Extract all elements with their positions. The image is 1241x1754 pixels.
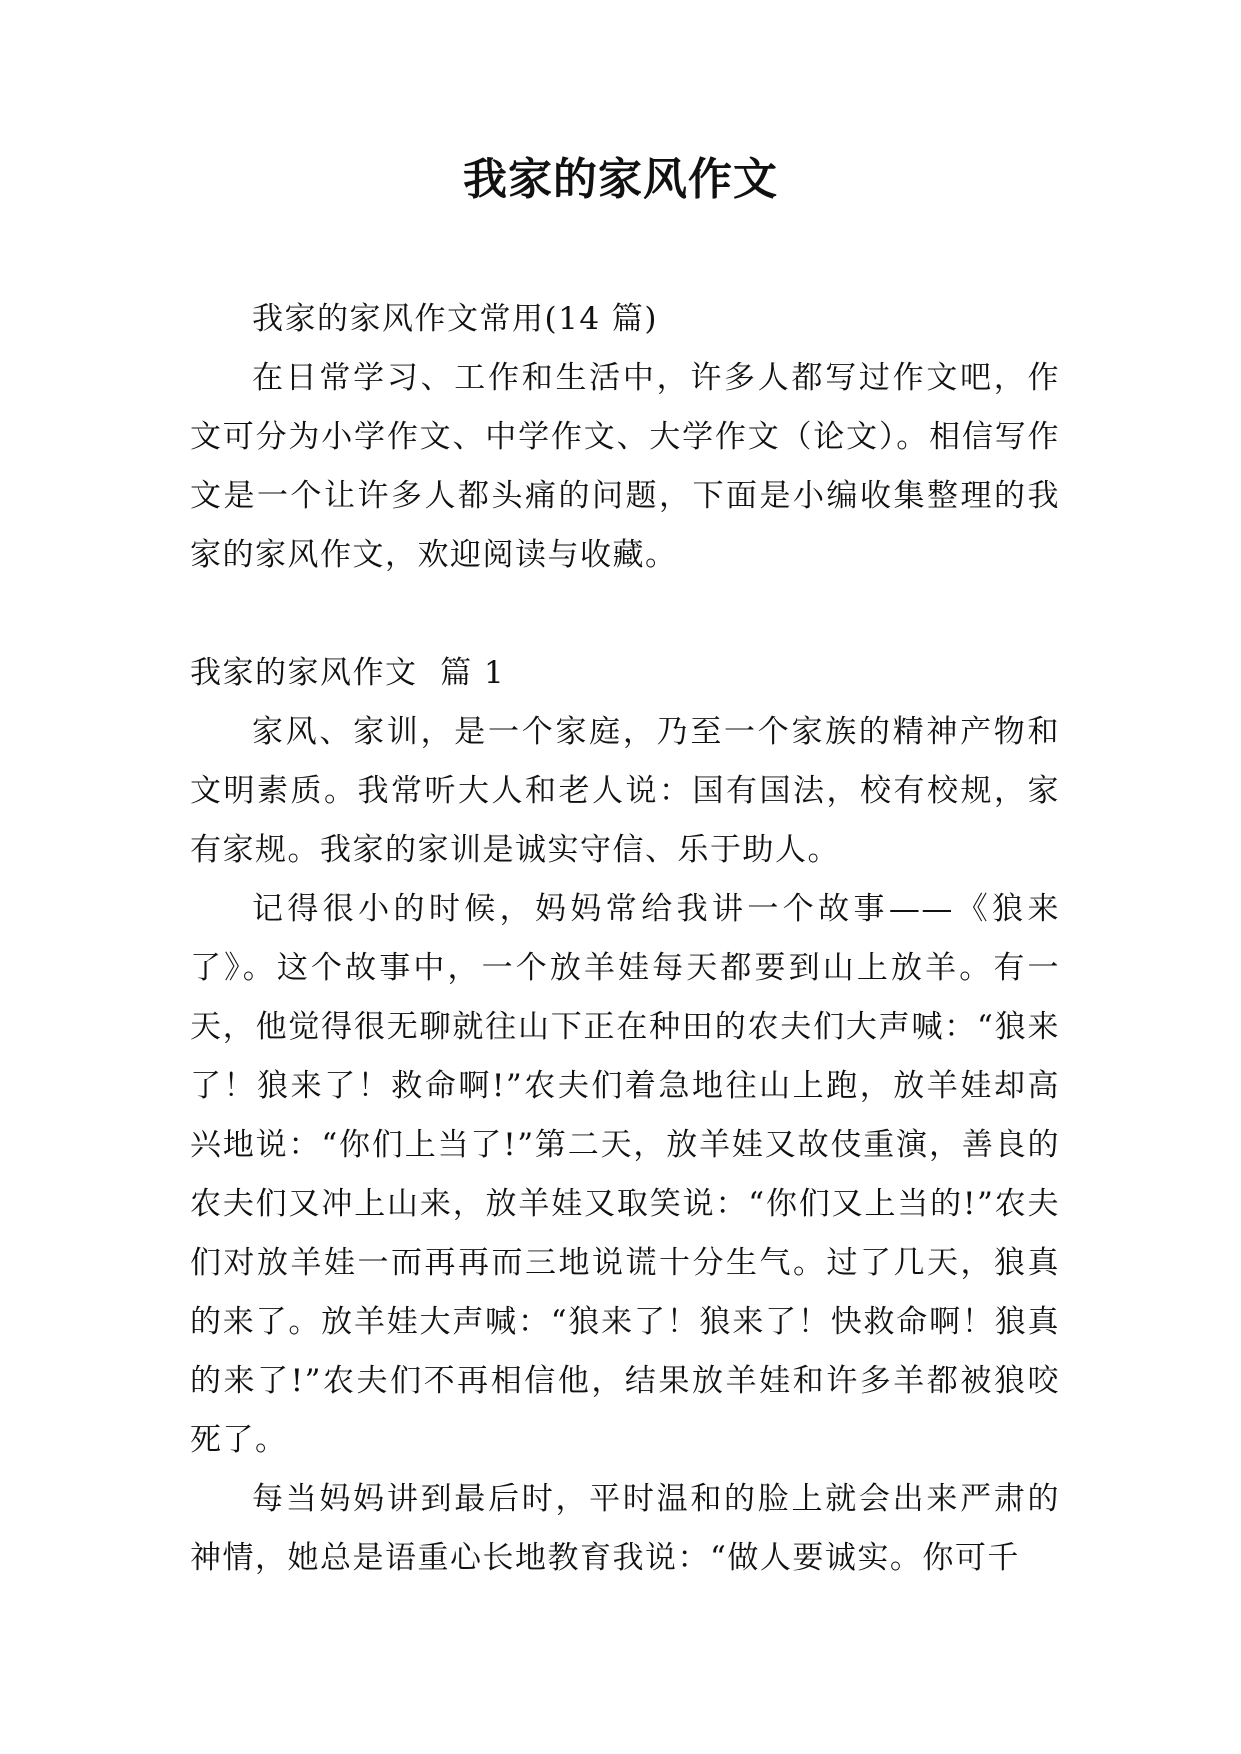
- body-paragraph: 家风、家训，是一个家庭，乃至一个家族的精神产物和文明素质。我常听大人和老人说：国有国法，校有校规，家有家规。我家的家训是诚实守信、乐于助人。: [190, 714, 1060, 868]
- document-title: 我家的家风作文: [463, 154, 778, 205]
- body-paragraph: 记得很小的时候，妈妈常给我讲一个故事——《狼来了》。这个故事中，一个放羊娃每天都要到山上放羊。有一天，他觉得很无聊就往山下正在种田的农夫们大声喊：“狼来了！狼来了！救命啊!”农夫们着急地往山上跑，放羊娃却高兴地说：“你们上当了!”第二天，放羊娃又故伎重演，善良的农夫们又冲上山来，放羊娃又取笑说：“你们又上当的!”农夫们对放羊娃一而再再而三地说谎十分生气。过了几天，狼真的来了。放羊娃大声喊：“狼来了！狼来了！快救命啊！狼真的来了!”农夫们不再相信他，结果放羊娃和许多羊都被狼咬死了。: [190, 891, 1060, 1458]
- intro-paragraph: 在日常学习、工作和生活中，许多人都写过作文吧，作文可分为小学作文、中学作文、大学作文（论文）。相信写作文是一个让许多人都头痛的问题，下面是小编收集整理的我家的家风作文，欢迎阅读与收藏。: [190, 360, 1060, 573]
- document-subtitle: 我家的家风作文常用(14 篇): [252, 301, 658, 337]
- document-body: [190, 290, 1060, 1588]
- section-heading: 我家的家风作文 篇 1: [190, 655, 506, 691]
- body-paragraph: 每当妈妈讲到最后时，平时温和的脸上就会出来严肃的神情，她总是语重心长地教育我说：“做人要诚实。你可千: [190, 1481, 1060, 1576]
